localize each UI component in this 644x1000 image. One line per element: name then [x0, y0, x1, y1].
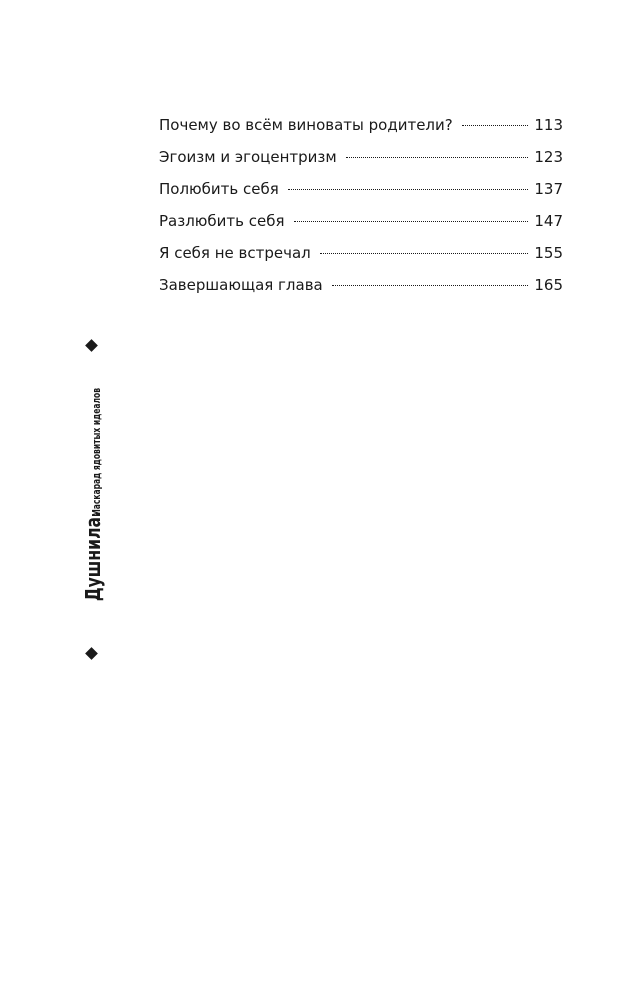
toc-entry-page: 113	[534, 116, 563, 134]
toc-entry-page: 147	[534, 212, 563, 230]
toc-entry	[159, 241, 563, 273]
toc-entry-title: Я себя не встречал	[159, 244, 311, 262]
toc-entry	[159, 209, 563, 241]
toc-entry-page: 165	[534, 276, 563, 294]
running-head-subtitle: Маскарад ядовитых идеалов	[91, 388, 103, 518]
toc-dot-leader	[332, 285, 529, 286]
toc-dot-leader	[462, 125, 529, 126]
toc-dot-leader	[294, 221, 529, 222]
toc-entry	[159, 145, 563, 177]
diamond-ornament-icon	[85, 339, 98, 352]
table-of-contents	[159, 113, 563, 305]
diamond-ornament-icon	[85, 647, 98, 660]
toc-entry-title: Завершающая глава	[159, 276, 323, 294]
toc-dot-leader	[320, 253, 529, 254]
running-head-text	[81, 373, 105, 626]
toc-entry	[159, 177, 563, 209]
toc-entry-title: Разлюбить себя	[159, 212, 285, 230]
toc-entry	[159, 113, 563, 145]
toc-entry-page: 123	[534, 148, 563, 166]
toc-entry	[159, 273, 563, 305]
toc-dot-leader	[346, 157, 529, 158]
running-head-title: Душнила.	[81, 511, 105, 602]
toc-entry-title: Эгоизм и эгоцентризм	[159, 148, 337, 166]
toc-entry-page: 137	[534, 180, 563, 198]
toc-entry-title: Почему во всём виноваты родители?	[159, 116, 453, 134]
toc-dot-leader	[288, 189, 529, 190]
toc-entry-title: Полюбить себя	[159, 180, 279, 198]
toc-entry-page: 155	[534, 244, 563, 262]
